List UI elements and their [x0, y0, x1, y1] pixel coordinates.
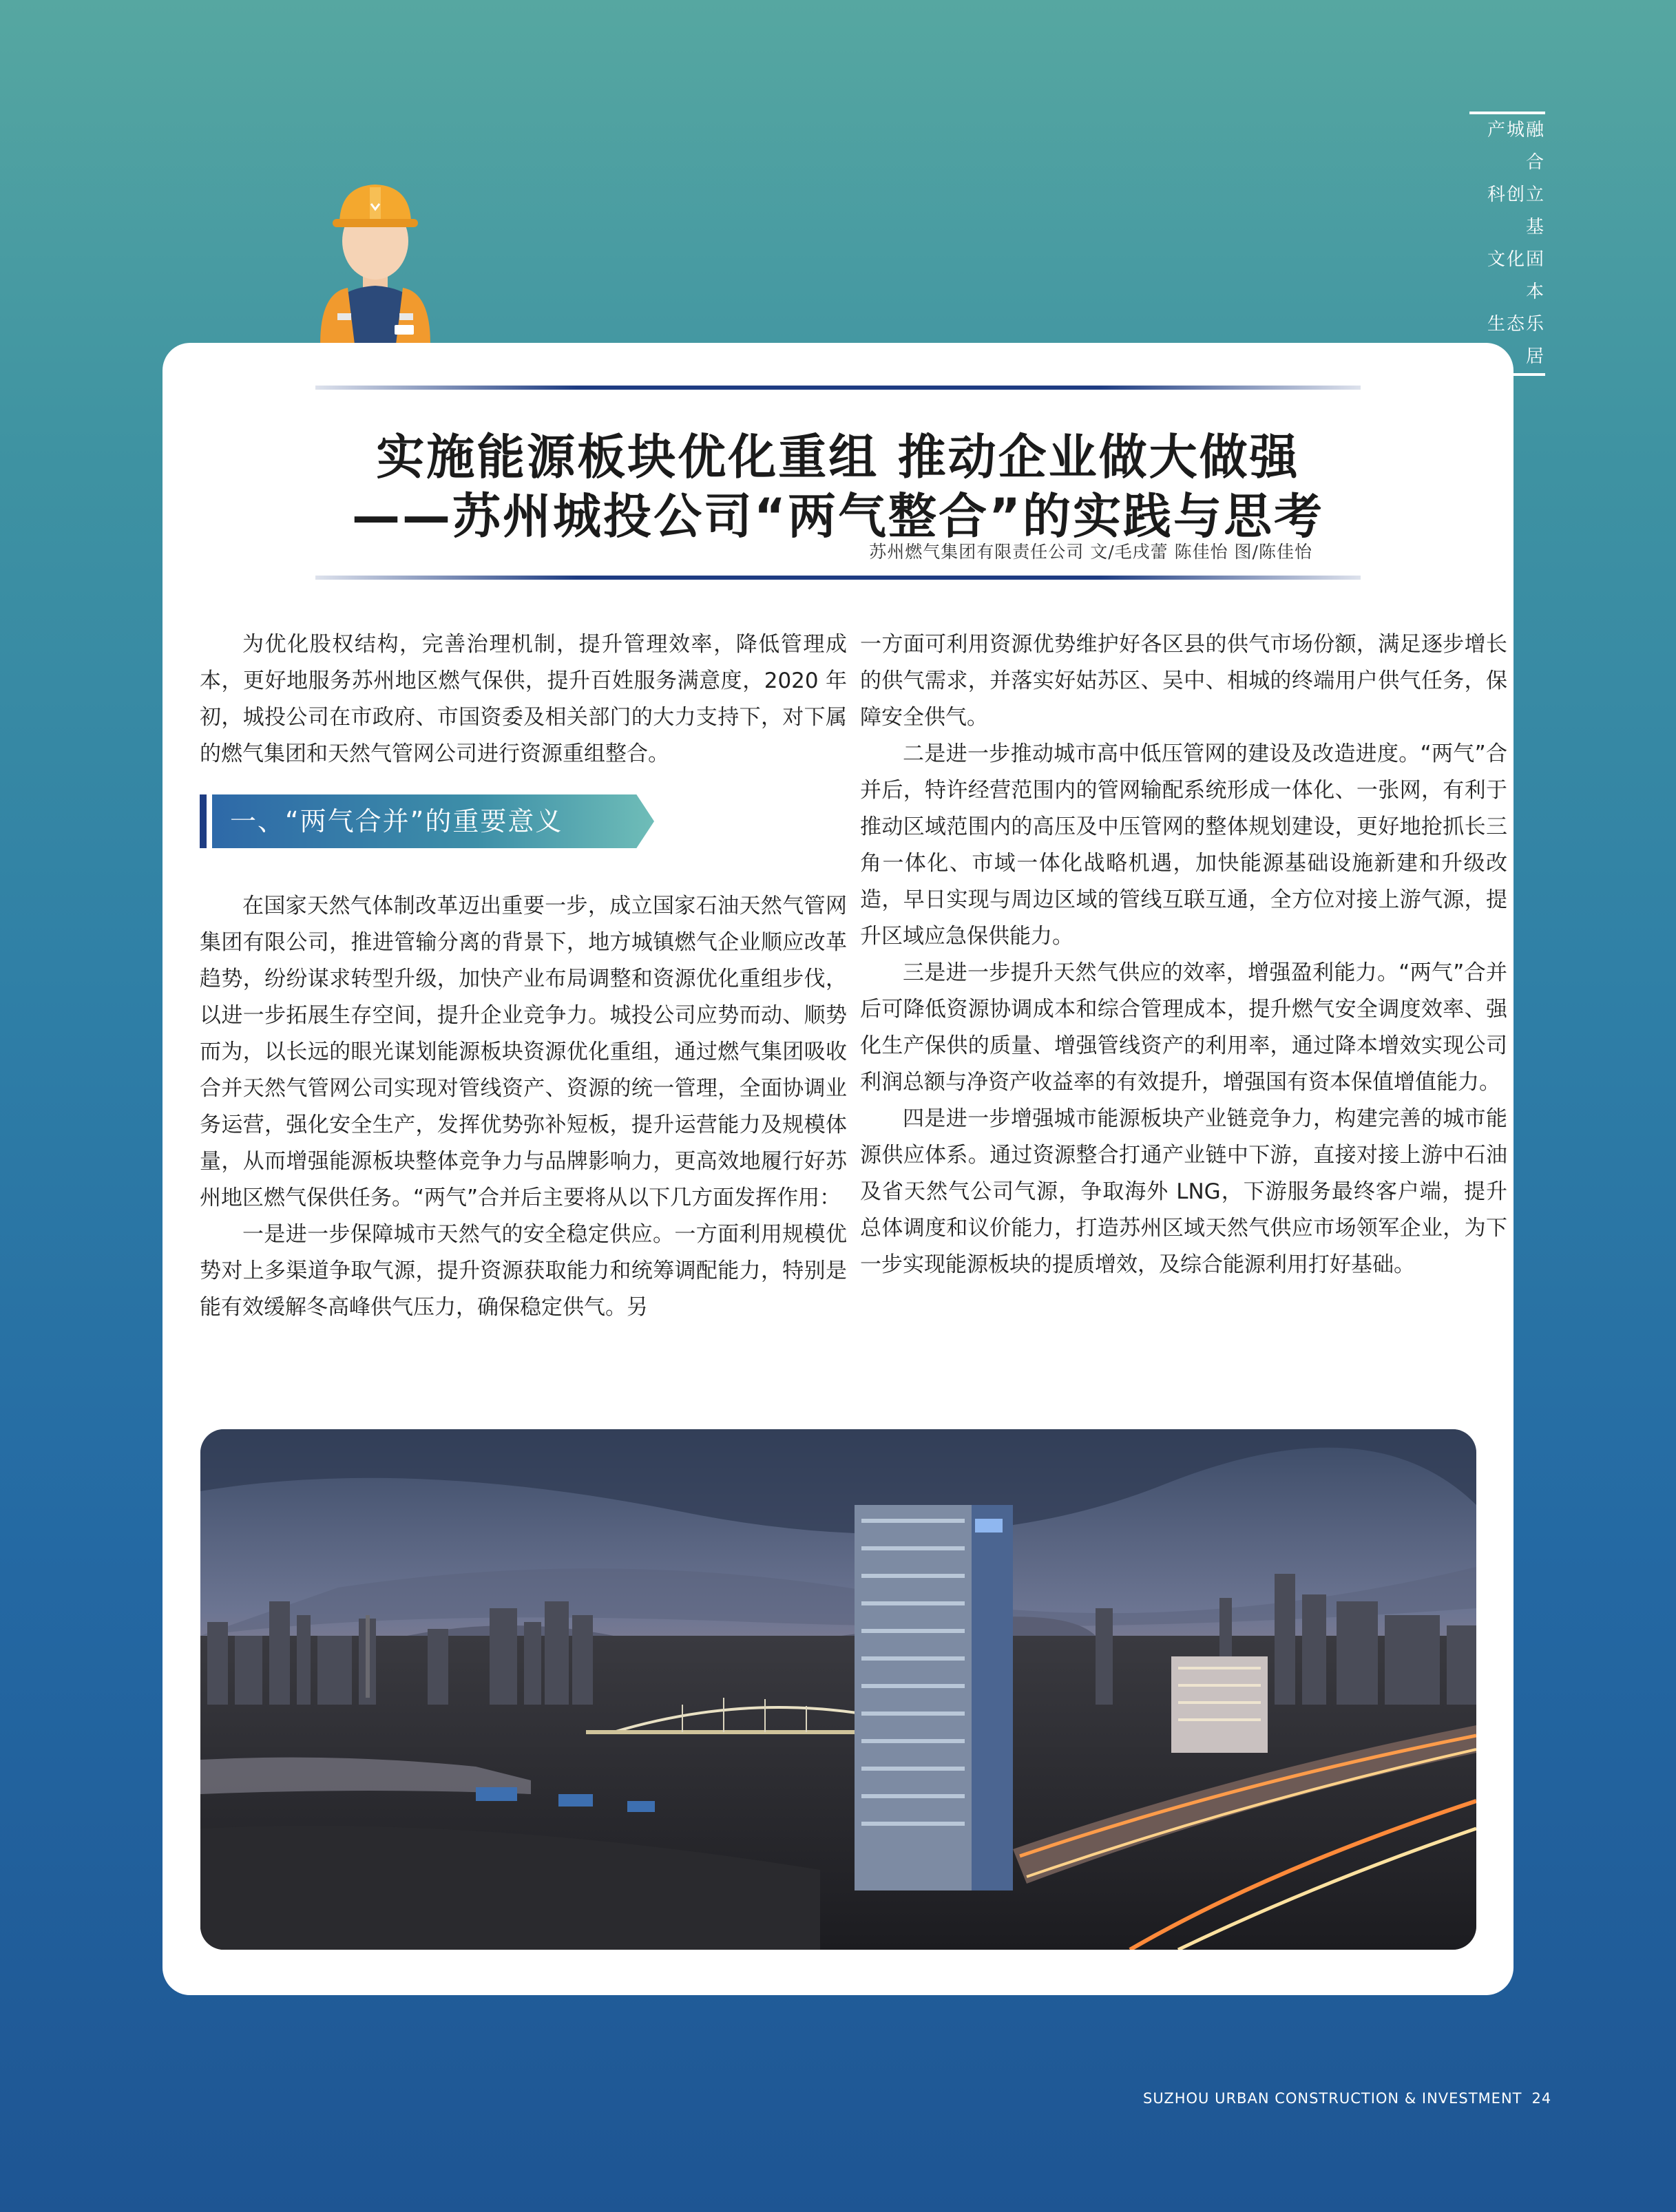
column-right: [860, 626, 1507, 1283]
section-heading-text: 一、“两气合并”的重要意义: [230, 806, 563, 836]
right-paragraph-2: 二是进一步推动城市高中低压管网的建设及改造进度。“两气”合并后，特许经营范围内的管网输配系统形成一体化、一张网，有利于推动区域范围内的高压及中压管网的整体规划建设，更好地抢抓长三角一体化、市域一体化战略机遇，加快能源基础设施新建和升级改造，早日实现与周边区域的管线互联互通，全方位对接上游气源，提升区域应急保供能力。: [860, 741, 1507, 949]
right-paragraph-1: 一方面可利用资源优势维护好各区县的供气市场份额，满足逐步增长的供气需求，并落实好姑苏区、吴中、相城的终端用户供气任务，保障安全供气。: [860, 632, 1507, 730]
city-skyline-photo: [200, 1429, 1476, 1950]
article-title: 实施能源板块优化重组 推动企业做大做强: [376, 429, 1300, 485]
tag-4: 生态乐居: [1487, 314, 1545, 367]
article-card: [163, 343, 1513, 1995]
footer: [1143, 2090, 1551, 2107]
tag-2: 科创立基: [1487, 185, 1545, 238]
left-paragraph-1: 在国家天然气体制改革迈出重要一步，成立国家石油天然气管网集团有限公司，推进管输分离的背景下，地方城镇燃气企业顺应改革趋势，纷纷谋求转型升级，加快产业布局调整和资源优化重组步伐，以进一步拓展生存空间，提升企业竞争力。城投公司应势而动、顺势而为，以长远的眼光谋划能源板块资源优化重组，通过燃气集团吸收合并天然气管网公司实现对管线资产、资源的统一管理，全面协调业务运营，强化安全生产，发挥优势弥补短板，提升运营能力及规模体量，从而增强能源板块整体竞争力与品牌影响力，更高效地履行好苏州地区燃气保供任务。“两气”合并后主要将从以下几方面发挥作用：: [200, 894, 847, 1210]
section-heading: [200, 794, 654, 848]
article-subtitle: ——苏州城投公司“两气整合”的实践与思考: [351, 488, 1324, 545]
column-left: [200, 626, 847, 1326]
skyline-illustration: [200, 1429, 1476, 1950]
right-paragraph-4: 四是进一步增强城市能源板块产业链竞争力，构建完善的城市能源供应体系。通过资源整合打通产业链中下游，直接对接上游中石油及省天然气公司气源，争取海外 LNG，下游服务最终客户端，提升总体调度和议价能力，打造苏州区域天然气供应市场领军企业，为下一步实现能源板块的提质增效，及综合能源利用打好基础。: [860, 1106, 1507, 1277]
title-rule-bottom: [315, 576, 1361, 580]
page-number: 24: [1531, 2090, 1552, 2107]
byline: 苏州燃气集团有限责任公司 文/毛戌蕾 陈佳怡 图/陈佳怡: [869, 542, 1312, 562]
top-tags: [1469, 112, 1545, 376]
tag-3: 文化固本: [1487, 249, 1545, 302]
right-paragraph-3: 三是进一步提升天然气供应的效率，增强盈利能力。“两气”合并后可降低资源协调成本和综合管理成本，提升燃气安全调度效率、强化生产保供的质量、增强管线资产的利用率，通过降本增效实现公司利润总额与净资产收益率的有效提升，增强国有资本保值增值能力。: [860, 960, 1507, 1095]
section-heading-bar: [200, 794, 207, 848]
footer-publication: SUZHOU URBAN CONSTRUCTION & INVESTMENT: [1143, 2090, 1522, 2107]
title-rule-top: [315, 386, 1361, 390]
tag-1: 产城融合: [1487, 120, 1545, 173]
intro-paragraph: 为优化股权结构，完善治理机制，提升管理效率，降低管理成本，更好地服务苏州地区燃气保供，提升百姓服务满意度，2020 年初，城投公司在市政府、市国资委及相关部门的大力支持下，对下属的燃气集团和天然气管网公司进行资源重组整合。: [200, 632, 847, 766]
left-paragraph-2: 一是进一步保障城市天然气的安全稳定供应。一方面利用规模优势对上多渠道争取气源，提升资源获取能力和统筹调配能力，特别是能有效缓解冬高峰供气压力，确保稳定供气。另: [200, 1222, 847, 1320]
construction-worker-icon: [306, 172, 444, 344]
